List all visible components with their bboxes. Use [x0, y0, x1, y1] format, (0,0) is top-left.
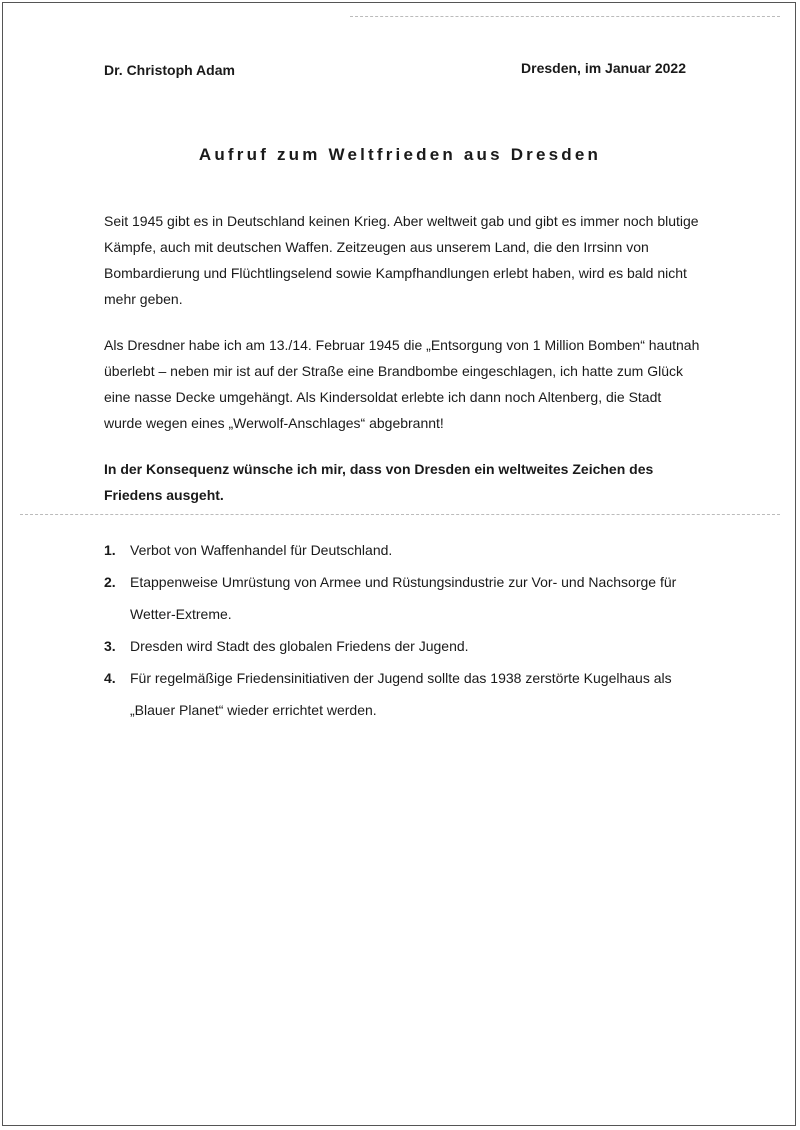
document-title: Aufruf zum Weltfrieden aus Dresden	[198, 145, 602, 164]
list-item-number: 1.	[104, 542, 116, 558]
list-item	[104, 630, 704, 662]
list-item-text: Dresden wird Stadt des globalen Friedens der Jugend.	[130, 638, 469, 654]
author-name: Dr. Christoph Adam	[104, 62, 235, 78]
paragraph-intro: Seit 1945 gibt es in Deutschland keinen Krieg. Aber weltweit gab und gibt es immer noch blutige Kämpfe, auch mit deutschen Waffen. Zeitzeugen aus unserem Land, die den Irrsinn von Bombardierung und Flüchtlingselend sowie Kampfhandlungen erlebt haben, wird es bald nicht mehr geben.	[104, 213, 699, 307]
list-item-text: Etappenweise Umrüstung von Armee und Rüstungsindustrie zur Vor- und Nachsorge für Wetter-Extreme.	[130, 574, 677, 622]
paragraph-consequence: In der Konsequenz wünsche ich mir, dass von Dresden ein weltweites Zeichen des Friedens ausgeht.	[104, 461, 654, 503]
place-date: Dresden, im Januar 2022	[521, 60, 686, 76]
list-item-number: 3.	[104, 638, 116, 654]
list-item	[104, 662, 704, 726]
list-item-text: Verbot von Waffenhandel für Deutschland.	[130, 542, 393, 558]
demands-list	[104, 534, 704, 726]
scan-artifact-middle	[20, 514, 780, 515]
list-item	[104, 566, 704, 630]
list-item	[104, 534, 704, 566]
paragraph-memory: Als Dresdner habe ich am 13./14. Februar 1945 die „Entsorgung von 1 Million Bomben“ hautnah überlebt – neben mir ist auf der Straße eine Brandbombe eingeschlagen, ich hatte zum Glück eine nasse Decke umgehängt. Als Kindersoldat erlebte ich dann noch Altenberg, die Stadt wurde wegen eines „Werwolf-Anschlages“ abgebrannt!	[104, 337, 700, 431]
list-item-text: Für regelmäßige Friedensinitiativen der Jugend sollte das 1938 zerstörte Kugelhaus als „Blauer Planet“ wieder errichtet werden.	[130, 670, 672, 718]
list-item-number: 4.	[104, 670, 116, 686]
scan-artifact-top	[350, 16, 780, 17]
list-item-number: 2.	[104, 574, 116, 590]
